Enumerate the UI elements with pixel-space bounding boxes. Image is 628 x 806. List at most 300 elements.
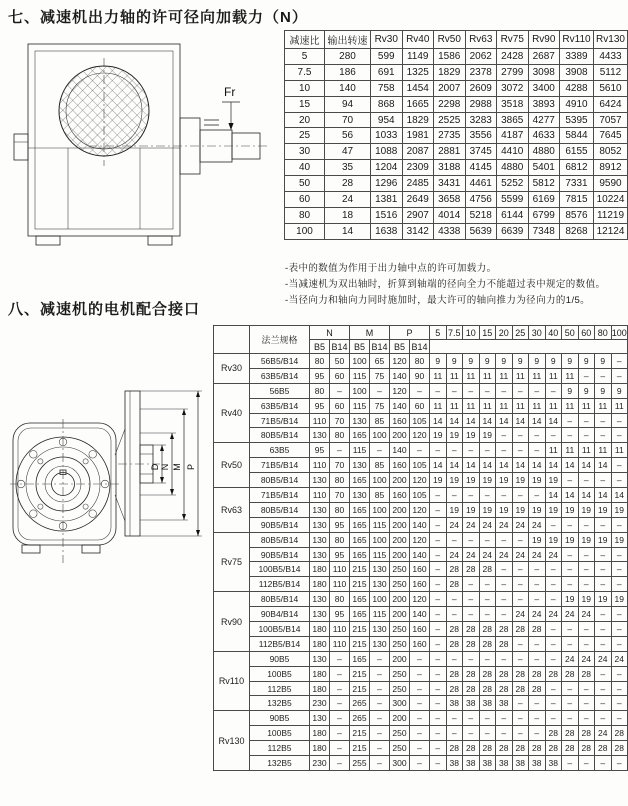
- ratio-value-cell: 28: [578, 726, 595, 741]
- ratio-value-cell: 28: [496, 636, 513, 651]
- ratio-value-cell: –: [545, 428, 562, 443]
- ratio-value-cell: 11: [545, 398, 562, 413]
- ratio-value-cell: –: [529, 383, 546, 398]
- load-value-cell: 4187: [497, 128, 529, 144]
- load-value-cell: 7348: [528, 223, 560, 239]
- interface-data-row: [214, 651, 628, 666]
- ratio-col-header: 40: [545, 326, 562, 340]
- ratio-value-cell: 14: [496, 458, 513, 473]
- ratio-col-header: 7.5: [448, 327, 461, 338]
- dim-value-cell: 180: [310, 681, 330, 696]
- interface-data-row: [214, 681, 628, 696]
- ratio-cell: 100: [285, 223, 325, 239]
- ratio-value-cell: –: [496, 711, 513, 726]
- mount-type-header: B5: [350, 340, 370, 354]
- ratio-value-cell: –: [463, 488, 480, 503]
- ratio-value-cell: –: [562, 622, 579, 637]
- output-speed-cell: 56: [325, 128, 371, 144]
- load-value-cell: 3431: [434, 176, 466, 192]
- ratio-value-cell: –: [463, 383, 480, 398]
- dim-label-n: N: [160, 463, 170, 471]
- ratio-cell: 10: [285, 80, 325, 96]
- ratio-value-cell: 14: [496, 413, 513, 428]
- mount-type-header: B5: [390, 340, 410, 354]
- ratio-value-cell: 14: [446, 413, 463, 428]
- ratio-value-cell: 38: [463, 756, 480, 771]
- dim-value-cell: 165: [350, 651, 370, 666]
- model-group-cell: Rv50: [214, 443, 250, 488]
- ratio-value-cell: 19: [578, 592, 595, 607]
- dim-value-cell: 250: [390, 681, 410, 696]
- dim-label-d: D: [150, 463, 160, 471]
- ratio-value-cell: 24: [545, 607, 562, 622]
- dim-value-cell: –: [330, 666, 350, 681]
- ratio-value-cell: –: [562, 517, 579, 532]
- ratio-value-cell: –: [578, 711, 595, 726]
- flange-spec-cell: 100B5/B14: [250, 562, 310, 577]
- load-value-cell: 3188: [434, 160, 466, 176]
- interface-data-row: [214, 383, 628, 398]
- dim-value-cell: 200: [390, 547, 410, 562]
- ratio-value-cell: –: [446, 711, 463, 726]
- output-speed-cell: 186: [325, 64, 371, 80]
- radial-data-row: [285, 160, 628, 176]
- ratio-value-cell: 24: [595, 651, 612, 666]
- dim-value-cell: 160: [410, 562, 430, 577]
- ratio-value-cell: 14: [578, 488, 595, 503]
- dim-value-cell: 105: [410, 458, 430, 473]
- ratio-value-cell: –: [562, 473, 579, 488]
- load-value-cell: 2378: [465, 64, 497, 80]
- ratio-value-cell: –: [479, 443, 496, 458]
- ratio-value-cell: –: [430, 756, 447, 771]
- ratio-value-cell: 19: [430, 428, 447, 443]
- ratio-value-cell: –: [496, 607, 513, 622]
- load-value-cell: 4880: [528, 144, 560, 160]
- load-value-cell: 2881: [434, 144, 466, 160]
- ratio-value-cell: –: [512, 443, 529, 458]
- ratio-value-cell: 11: [562, 398, 579, 413]
- ratio-value-cell: 9: [562, 354, 579, 369]
- dim-value-cell: 230: [310, 696, 330, 711]
- ratio-value-cell: 24: [496, 547, 513, 562]
- ratio-value-cell: 11: [463, 398, 480, 413]
- output-speed-cell: 14: [325, 223, 371, 239]
- dim-value-cell: 130: [310, 502, 330, 517]
- ratio-value-cell: 9: [595, 354, 612, 369]
- load-value-cell: 1033: [371, 128, 403, 144]
- corner-cell: [214, 326, 250, 354]
- ratio-value-cell: –: [562, 711, 579, 726]
- load-value-cell: 5610: [594, 80, 628, 96]
- load-value-cell: 1296: [371, 176, 403, 192]
- ratio-value-cell: –: [446, 592, 463, 607]
- ratio-value-cell: –: [611, 666, 628, 681]
- dim-value-cell: 130: [350, 458, 370, 473]
- ratio-value-cell: 11: [430, 398, 447, 413]
- ratio-value-cell: 28: [545, 726, 562, 741]
- dim-value-cell: 215: [350, 577, 370, 592]
- ratio-value-cell: –: [562, 577, 579, 592]
- dim-value-cell: 200: [390, 607, 410, 622]
- ratio-value-cell: 28: [512, 681, 529, 696]
- ratio-value-cell: –: [562, 413, 579, 428]
- ratio-value-cell: 19: [496, 502, 513, 517]
- radial-col-header: 减速比: [285, 31, 325, 49]
- mount-type-header: B14: [411, 341, 428, 352]
- ratio-value-cell: 19: [595, 532, 612, 547]
- load-value-cell: 8268: [560, 223, 594, 239]
- dim-value-cell: –: [370, 383, 390, 398]
- foot-left: [36, 236, 60, 245]
- dim-value-cell: –: [370, 443, 390, 458]
- dim-value-cell: –: [370, 666, 390, 681]
- load-value-cell: 691: [371, 64, 403, 80]
- ratio-value-cell: –: [496, 562, 513, 577]
- ratio-value-cell: –: [529, 577, 546, 592]
- ratio-value-cell: –: [545, 577, 562, 592]
- ratio-value-cell: 19: [611, 532, 628, 547]
- ratio-value-cell: 24: [578, 607, 595, 622]
- ratio-value-cell: 9: [595, 383, 612, 398]
- ratio-value-cell: 19: [463, 473, 480, 488]
- interface-data-row: [214, 398, 628, 413]
- dim-value-cell: 110: [310, 488, 330, 503]
- ratio-value-cell: 24: [529, 517, 546, 532]
- dim-value-cell: 160: [410, 636, 430, 651]
- ratio-value-cell: –: [479, 532, 496, 547]
- flange-spec-cell: 90B4/B14: [250, 607, 310, 622]
- radial-col-header: Rv90: [528, 31, 560, 49]
- dim-value-cell: 80: [330, 502, 350, 517]
- dim-value-cell: –: [330, 726, 350, 741]
- interface-data-row: [214, 607, 628, 622]
- ratio-value-cell: –: [545, 711, 562, 726]
- ratio-value-cell: –: [578, 517, 595, 532]
- ratio-value-cell: 11: [545, 443, 562, 458]
- ratio-value-cell: –: [611, 368, 628, 383]
- ratio-col-header: 5: [430, 326, 447, 340]
- ratio-value-cell: –: [529, 428, 546, 443]
- ratio-value-cell: 24: [479, 547, 496, 562]
- ratio-value-cell: 28: [512, 622, 529, 637]
- load-value-cell: 2309: [402, 160, 434, 176]
- ratio-value-cell: 28: [479, 562, 496, 577]
- dim-value-cell: 90: [410, 368, 430, 383]
- ratio-value-cell: 24: [529, 547, 546, 562]
- flange-spec-cell: 80B5/B14: [250, 592, 310, 607]
- ratio-value-cell: –: [496, 383, 513, 398]
- load-value-cell: 2087: [402, 144, 434, 160]
- ratio-value-cell: –: [595, 681, 612, 696]
- ratio-value-cell: –: [595, 666, 612, 681]
- ratio-value-cell: 28: [611, 726, 628, 741]
- ratio-value-cell: 11: [479, 368, 496, 383]
- dim-value-cell: 115: [370, 607, 390, 622]
- dim-value-cell: 120: [390, 383, 410, 398]
- dim-group-header: N: [310, 326, 350, 340]
- dim-value-cell: 100: [370, 592, 390, 607]
- radial-col-header: Rv130: [594, 31, 628, 49]
- ratio-value-cell: –: [611, 428, 628, 443]
- ratio-value-cell: 38: [446, 696, 463, 711]
- dim-value-cell: 200: [390, 428, 410, 443]
- ratio-value-cell: 11: [562, 368, 579, 383]
- ratio-value-cell: –: [562, 562, 579, 577]
- ratio-value-cell: 24: [611, 651, 628, 666]
- load-value-cell: 4633: [528, 128, 560, 144]
- ratio-value-cell: –: [430, 696, 447, 711]
- dim-value-cell: 265: [350, 696, 370, 711]
- ratio-value-cell: 28: [562, 726, 579, 741]
- flange-spec-cell: 90B5: [250, 651, 310, 666]
- side-flange-plate: [125, 391, 140, 536]
- load-value-cell: 2735: [434, 128, 466, 144]
- ratio-value-cell: 14: [446, 458, 463, 473]
- radial-data-row: [285, 144, 628, 160]
- ratio-value-cell: –: [479, 607, 496, 622]
- load-value-cell: 8912: [594, 160, 628, 176]
- ratio-value-cell: –: [562, 547, 579, 562]
- interface-data-row: [214, 428, 628, 443]
- ratio-value-cell: –: [479, 726, 496, 741]
- ratio-value-cell: 19: [529, 473, 546, 488]
- load-value-cell: 4145: [465, 160, 497, 176]
- output-speed-cell: 24: [325, 192, 371, 208]
- ratio-value-cell: 19: [611, 502, 628, 517]
- ratio-value-cell: 28: [529, 681, 546, 696]
- flange-spec-cell: 112B5/B14: [250, 577, 310, 592]
- ratio-value-cell: –: [446, 726, 463, 741]
- radial-load-table: [284, 30, 628, 240]
- foot-right: [148, 236, 172, 245]
- ratio-value-cell: 28: [496, 741, 513, 756]
- ratio-value-cell: 14: [545, 413, 562, 428]
- dim-value-cell: 80: [330, 592, 350, 607]
- ratio-value-cell: –: [529, 636, 546, 651]
- dim-value-cell: –: [370, 711, 390, 726]
- ratio-value-cell: –: [430, 622, 447, 637]
- dim-value-cell: 115: [350, 368, 370, 383]
- ratio-value-cell: 19: [562, 502, 579, 517]
- ratio-value-cell: 14: [512, 413, 529, 428]
- load-value-cell: 2428: [497, 49, 529, 65]
- ratio-value-cell: 28: [595, 741, 612, 756]
- ratio-value-cell: 28: [562, 666, 579, 681]
- dim-value-cell: 215: [350, 636, 370, 651]
- ratio-value-cell: –: [430, 741, 447, 756]
- load-value-cell: 3098: [528, 64, 560, 80]
- radial-header-row: [285, 31, 628, 49]
- radial-col-header: Rv75: [497, 31, 529, 49]
- ratio-value-cell: –: [578, 681, 595, 696]
- flange-spec-cell: 90B5: [250, 711, 310, 726]
- ratio-value-cell: 38: [463, 696, 480, 711]
- ratio-value-cell: –: [479, 711, 496, 726]
- dim-value-cell: 200: [390, 473, 410, 488]
- ratio-col-header: 25: [512, 326, 529, 340]
- ratio-value-cell: 14: [595, 458, 612, 473]
- ratio-value-cell: –: [611, 562, 628, 577]
- ratio-value-cell: –: [446, 383, 463, 398]
- ratio-value-cell: 19: [529, 502, 546, 517]
- dim-value-cell: 105: [410, 488, 430, 503]
- flange-spec-cell: 71B5/B14: [250, 488, 310, 503]
- ratio-value-cell: –: [595, 636, 612, 651]
- ratio-col-header: 100: [611, 327, 627, 338]
- flange-spec-cell: 90B5/B14: [250, 517, 310, 532]
- mount-type-header: B5: [310, 340, 330, 354]
- ratio-cell: 80: [285, 207, 325, 223]
- ratio-value-cell: 11: [529, 368, 546, 383]
- ratio-value-cell: 28: [446, 681, 463, 696]
- ratio-value-cell: –: [529, 592, 546, 607]
- ratio-value-cell: –: [463, 577, 480, 592]
- load-value-cell: 2525: [434, 112, 466, 128]
- ratio-value-cell: 9: [512, 354, 529, 369]
- load-value-cell: 4410: [497, 144, 529, 160]
- dim-value-cell: –: [330, 443, 350, 458]
- ratio-value-cell: –: [430, 547, 447, 562]
- ratio-value-cell: 9: [463, 354, 480, 369]
- dim-value-cell: 215: [350, 726, 370, 741]
- dim-value-cell: 250: [390, 741, 410, 756]
- ratio-value-cell: –: [496, 726, 513, 741]
- dim-value-cell: 130: [370, 636, 390, 651]
- dim-value-cell: 250: [390, 666, 410, 681]
- radial-data-row: [285, 207, 628, 223]
- load-value-cell: 5401: [528, 160, 560, 176]
- ratio-value-cell: 24: [463, 547, 480, 562]
- ratio-value-cell: 28: [479, 666, 496, 681]
- dim-value-cell: –: [410, 666, 430, 681]
- ratio-value-cell: –: [496, 577, 513, 592]
- ratio-value-cell: 28: [446, 636, 463, 651]
- radial-col-header: Rv50: [434, 31, 466, 49]
- ratio-value-cell: –: [430, 488, 447, 503]
- dim-value-cell: 100: [370, 473, 390, 488]
- ratio-value-cell: –: [529, 488, 546, 503]
- ratio-value-cell: 9: [578, 354, 595, 369]
- ratio-value-cell: –: [496, 651, 513, 666]
- load-value-cell: 1981: [402, 128, 434, 144]
- ratio-value-cell: 28: [463, 636, 480, 651]
- ratio-value-cell: 24: [446, 547, 463, 562]
- dim-value-cell: 180: [310, 636, 330, 651]
- dim-value-cell: –: [330, 741, 350, 756]
- load-value-cell: 1088: [371, 144, 403, 160]
- ratio-value-cell: 19: [578, 502, 595, 517]
- dim-value-cell: 120: [410, 502, 430, 517]
- ratio-value-cell: 24: [562, 651, 579, 666]
- load-value-cell: 1665: [402, 96, 434, 112]
- ratio-value-cell: 24: [512, 607, 529, 622]
- body-taper-bottom: [115, 495, 125, 521]
- ratio-value-cell: 28: [512, 666, 529, 681]
- load-value-cell: 7331: [560, 176, 594, 192]
- interface-data-row: [214, 711, 628, 726]
- ratio-value-cell: –: [496, 428, 513, 443]
- dim-value-cell: 95: [310, 368, 330, 383]
- ratio-value-cell: 14: [463, 458, 480, 473]
- ratio-value-cell: 9: [446, 354, 463, 369]
- ratio-value-cell: –: [562, 756, 579, 771]
- interface-data-row: [214, 547, 628, 562]
- dim-value-cell: 130: [370, 562, 390, 577]
- dim-label-p: P: [186, 463, 196, 471]
- ratio-value-cell: 24: [595, 726, 612, 741]
- ratio-value-cell: 14: [529, 458, 546, 473]
- ratio-value-cell: 19: [595, 502, 612, 517]
- ratio-value-cell: 14: [545, 488, 562, 503]
- section8-title: 八、减速机的电机配合接口: [8, 301, 201, 318]
- ratio-value-cell: 14: [529, 413, 546, 428]
- ratio-value-cell: 14: [430, 458, 447, 473]
- ratio-value-cell: 24: [562, 607, 579, 622]
- radial-data-row: [285, 176, 628, 192]
- radial-data-row: [285, 49, 628, 65]
- dim-value-cell: 75: [370, 398, 390, 413]
- load-value-cell: 6812: [560, 160, 594, 176]
- ratio-value-cell: 24: [512, 517, 529, 532]
- ratio-value-cell: –: [463, 443, 480, 458]
- dim-value-cell: 215: [350, 741, 370, 756]
- ratio-value-cell: 28: [463, 741, 480, 756]
- dim-value-cell: 140: [390, 368, 410, 383]
- load-value-cell: 1325: [402, 64, 434, 80]
- dim-value-cell: 165: [350, 502, 370, 517]
- ratio-value-cell: –: [545, 636, 562, 651]
- load-value-cell: 6169: [528, 192, 560, 208]
- ratio-value-cell: 11: [611, 443, 628, 458]
- load-value-cell: 5112: [594, 64, 628, 80]
- flange-spec-cell: 112B5/B14: [250, 636, 310, 651]
- radial-data-row: [285, 80, 628, 96]
- ratio-value-cell: 9: [562, 383, 579, 398]
- ratio-value-cell: –: [430, 666, 447, 681]
- ratio-value-cell: –: [430, 607, 447, 622]
- load-value-cell: 3745: [465, 144, 497, 160]
- dim-value-cell: 110: [330, 636, 350, 651]
- interface-data-row: [214, 636, 628, 651]
- ratio-value-cell: 14: [611, 488, 628, 503]
- output-speed-cell: 18: [325, 207, 371, 223]
- dim-value-cell: 140: [410, 607, 430, 622]
- dim-value-cell: –: [410, 651, 430, 666]
- model-group-cell: Rv90: [214, 592, 250, 652]
- gearbox-section-drawing: [8, 36, 274, 254]
- ratio-value-cell: 19: [545, 502, 562, 517]
- ratio-value-cell: 11: [578, 443, 595, 458]
- dim-value-cell: 70: [330, 458, 350, 473]
- body-taper-top: [115, 429, 125, 455]
- ratio-value-cell: 19: [512, 473, 529, 488]
- dim-value-cell: 300: [390, 756, 410, 771]
- input-shaft: [14, 134, 28, 160]
- model-group-cell: Rv63: [214, 488, 250, 533]
- flange-spec-cell: 80B5/B14: [250, 428, 310, 443]
- dim-value-cell: 130: [370, 622, 390, 637]
- motor-interface-table: [213, 325, 628, 771]
- radial-col-header: 输出转速: [325, 31, 371, 49]
- ratio-value-cell: 28: [562, 741, 579, 756]
- dim-value-cell: 250: [390, 577, 410, 592]
- dim-value-cell: 250: [390, 726, 410, 741]
- ratio-value-cell: –: [595, 577, 612, 592]
- ratio-value-cell: 19: [446, 428, 463, 443]
- ratio-value-cell: –: [562, 636, 579, 651]
- dim-value-cell: 200: [390, 592, 410, 607]
